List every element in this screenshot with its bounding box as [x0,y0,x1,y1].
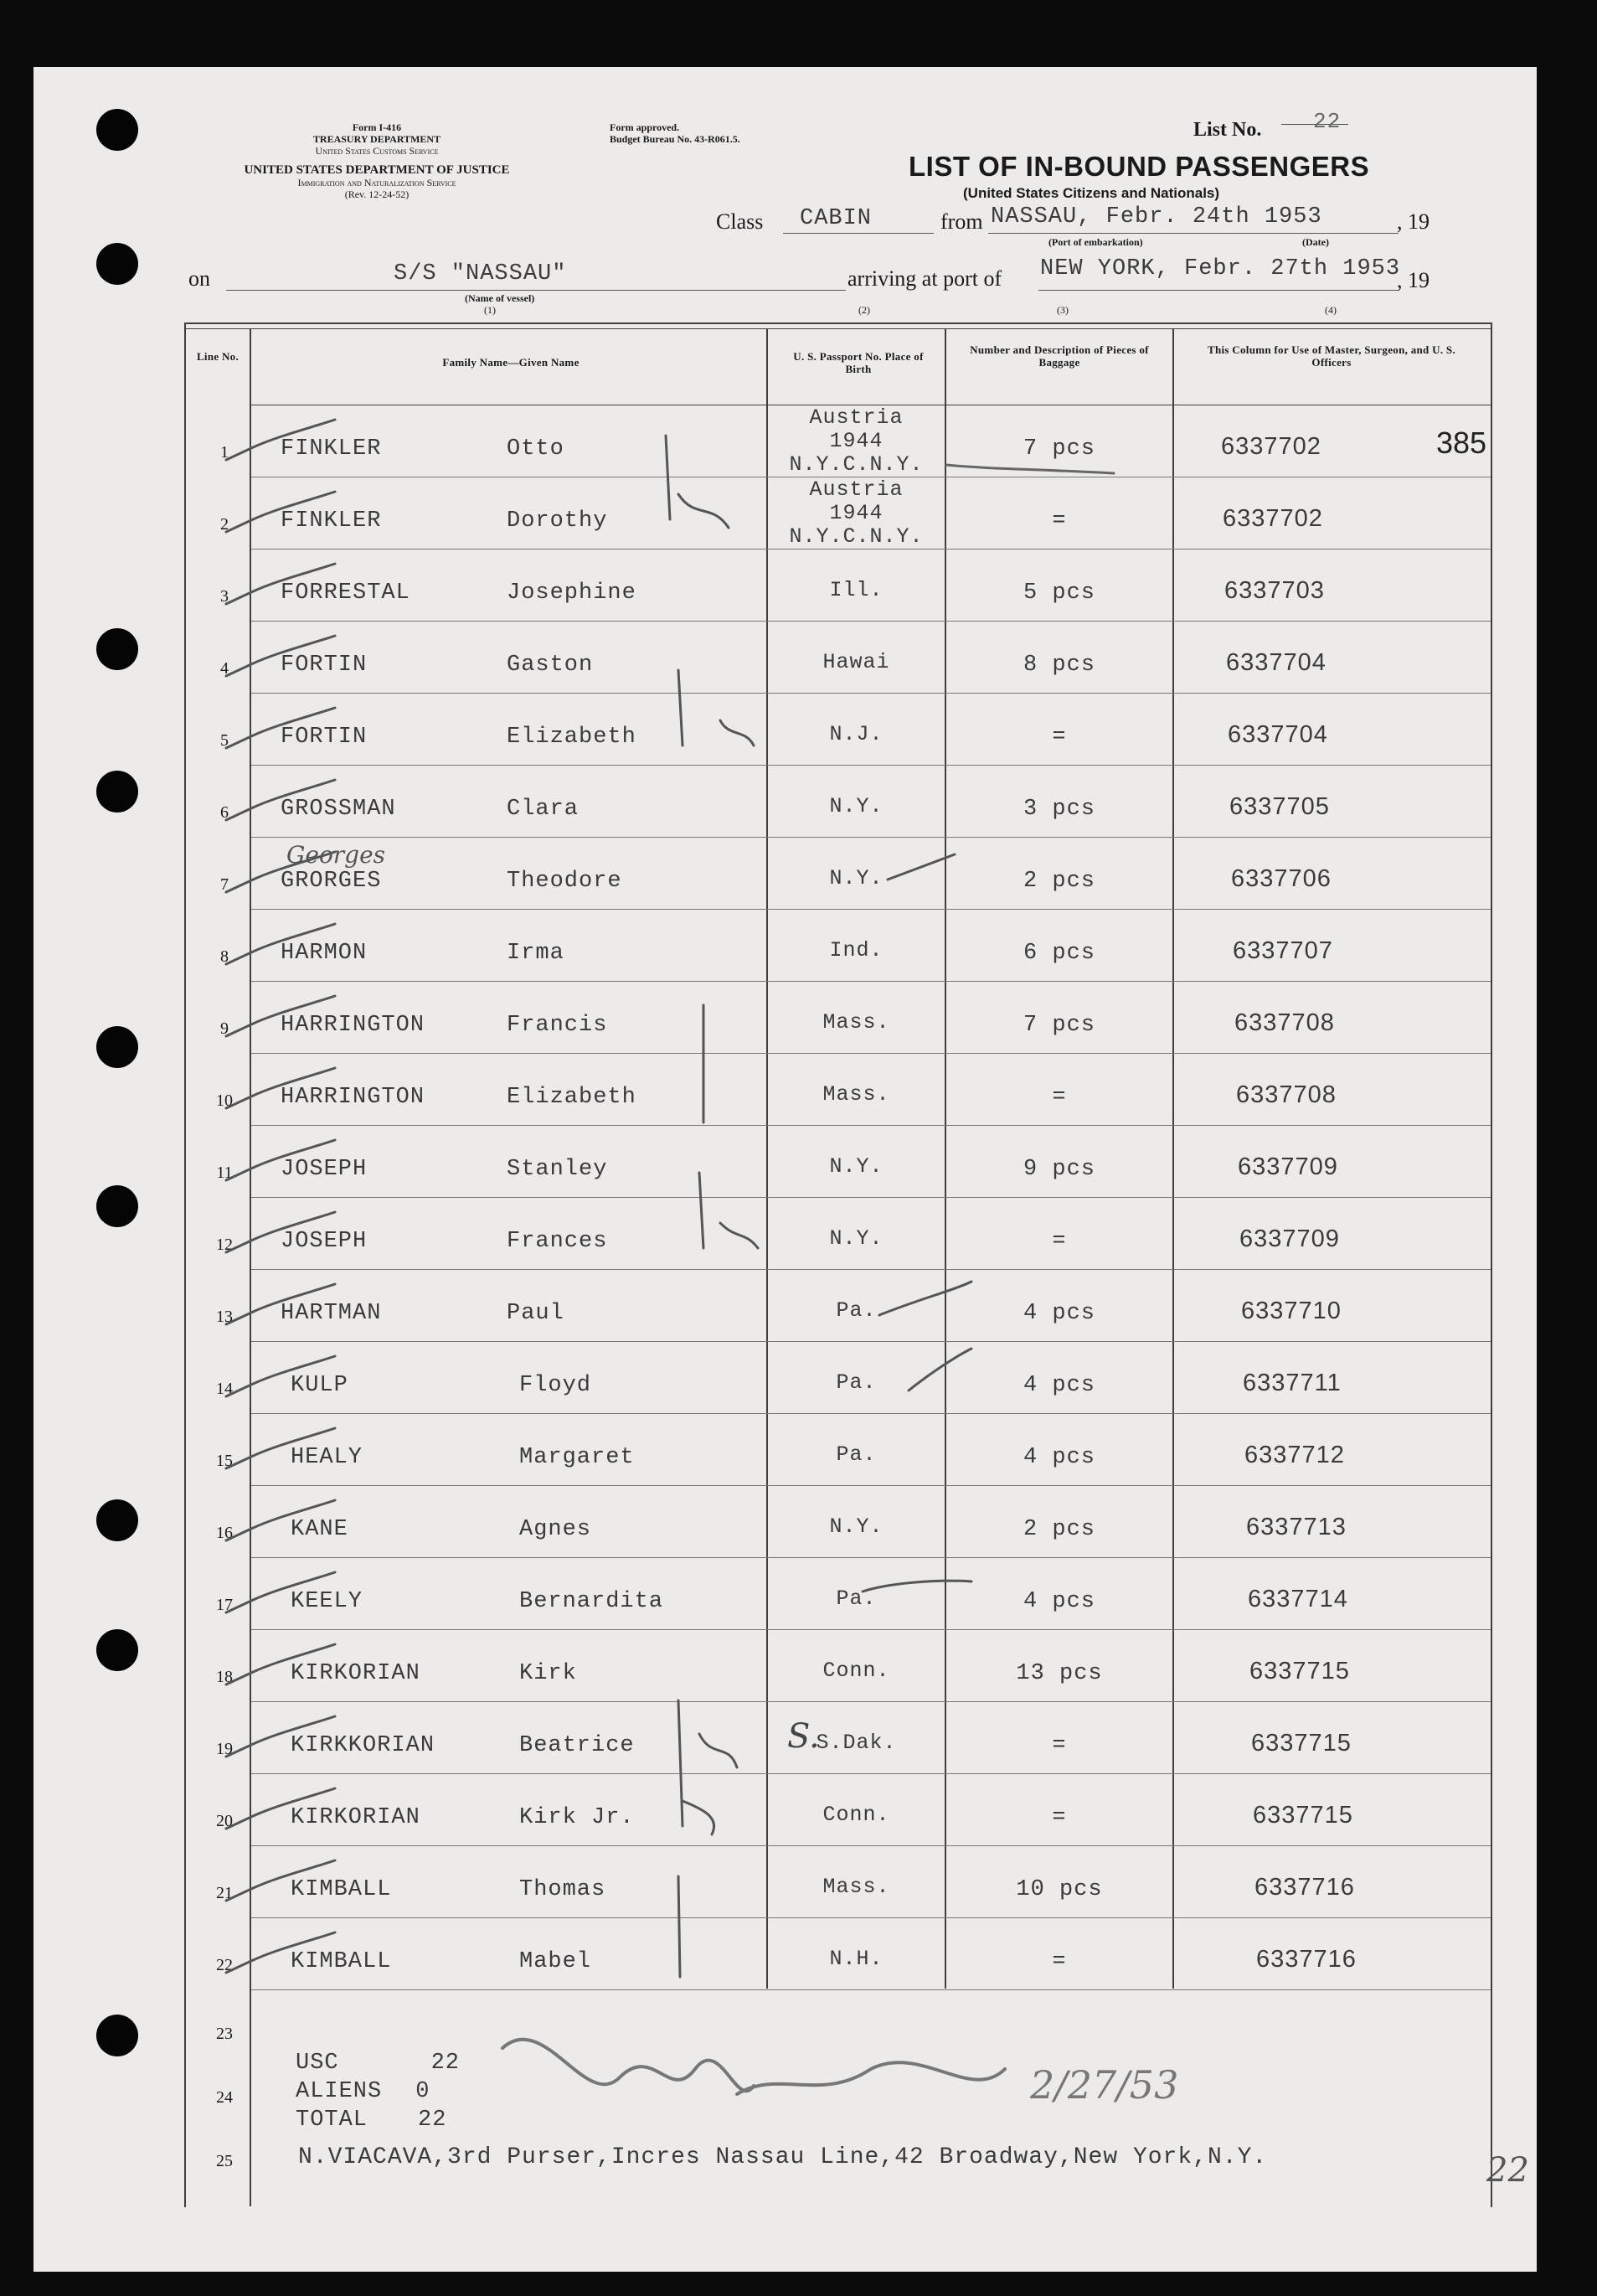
place-of-birth: Mass. [822,1010,890,1034]
family-name: HEALY [291,1445,363,1470]
arriving-label: arriving at port of [847,266,1002,291]
line-number: 25 [216,2152,233,2170]
officer-code: 6337705 [1229,793,1330,820]
family-name: GROSSMAN [281,797,396,822]
family-name: HARRINGTON [281,1013,425,1038]
line-number: 2 [220,515,229,534]
row-rule [251,621,1491,622]
place-of-birth: Austria 1944 N.Y.C.N.Y. [789,405,924,477]
totals-block [296,2049,460,2134]
officer-code: 6337702 [1221,433,1321,460]
baggage-count: 4 pcs [1023,1373,1095,1398]
passport-col-divider [945,328,946,1989]
given-name: Bernardita [519,1589,664,1614]
family-name: KIRKKORIAN [291,1733,435,1758]
col-header-baggage: Number and Description of Pieces of Baggage [970,343,1149,369]
purser-signature-line: N.VIACAVA,3rd Purser,Incres Nassau Line,42 Broadway,New York,N.Y. [298,2144,1268,2170]
family-name: FORTIN [281,725,368,750]
arrival-year-suffix: , 19 [1397,268,1430,292]
baggage-count: = [1052,1733,1067,1758]
line-number: 7 [220,875,229,894]
line-number: 15 [216,1452,233,1470]
page-title: LIST OF IN-BOUND PASSENGERS [909,151,1370,182]
officer-code: 6337709 [1239,1225,1340,1252]
place-of-birth: Ind. [829,938,884,962]
given-name: Agnes [519,1517,592,1542]
officer-code: 6337715 [1249,1658,1350,1685]
place-of-birth: S.Dak. [816,1731,897,1755]
baggage-count: = [1052,1805,1067,1830]
given-name: Thomas [519,1877,606,1902]
place-of-birth: Conn. [822,1803,890,1827]
col-header-officers: This Column for Use of Master, Surgeon, and U. S. Officers [1207,343,1456,369]
row-rule [251,1845,1491,1846]
class-label: Class [716,209,764,234]
from-label: from [940,209,983,234]
given-name: Irma [507,941,564,966]
name-col-divider [766,328,768,1989]
class-underline [783,233,934,234]
date-caption: (Date) [1302,236,1329,248]
line-number: 12 [216,1236,233,1254]
family-name: FINKLER [281,508,382,534]
officer-code: 6337708 [1234,1009,1335,1036]
officer-code: 6337710 [1241,1298,1342,1324]
baggage-count: 4 pcs [1023,1445,1095,1470]
officer-code: 6337708 [1236,1081,1337,1108]
officer-code: 6337716 [1254,1874,1355,1901]
baggage-count: 2 pcs [1023,1517,1095,1542]
line-number: 8 [220,947,229,966]
officer-code: 6337706 [1231,865,1332,892]
row-rule [251,1917,1491,1918]
family-name: JOSEPH [281,1229,368,1254]
officer-code: 6337703 [1224,577,1325,604]
family-name: HARMON [281,941,368,966]
given-name: Frances [507,1229,608,1254]
row-rule [251,1125,1491,1126]
form-number: Form I-416 [352,121,402,133]
line-number: 18 [216,1668,233,1686]
binder-hole [96,243,138,285]
given-name: Dorothy [507,508,608,534]
total-count: 22 [418,2108,447,2133]
line-col-divider [250,328,251,2206]
family-name: KIRKORIAN [291,1661,420,1686]
family-name: HARTMAN [281,1301,382,1326]
table-right-border [1491,322,1492,2207]
line-number: 14 [216,1380,233,1398]
officer-code: 6337716 [1256,1946,1357,1973]
handwritten-mark-19: S. [787,1717,820,1756]
baggage-count: = [1052,725,1067,750]
officer-code: 6337711 [1243,1370,1342,1396]
line-number: 19 [216,1740,233,1758]
usc-label: USC [296,2051,339,2076]
binder-hole [96,109,138,151]
embarkation-port-date: NASSAU, Febr. 24th 1953 [991,204,1322,230]
class-value: CABIN [800,206,873,231]
given-name: Theodore [507,869,622,894]
row-rule [251,1197,1491,1198]
row-rule [251,765,1491,766]
given-name: Otto [507,436,564,462]
row-rule [251,1629,1491,1630]
baggage-count: = [1052,508,1067,534]
place-of-birth: Pa. [836,1442,877,1467]
family-name: FORTIN [281,653,368,678]
from-underline [988,233,1399,234]
from-year-suffix: , 19 [1397,209,1430,234]
place-of-birth: Hawai [822,650,890,674]
arrival-underline [1038,290,1399,291]
baggage-count: 4 pcs [1023,1301,1095,1326]
line-number: 10 [216,1091,233,1110]
officer-code: 6337714 [1248,1586,1348,1612]
family-name: GRORGES [281,869,382,894]
line-number: 16 [216,1524,233,1542]
treasury-dept: TREASURY DEPARTMENT [312,133,441,145]
given-name: Stanley [507,1157,608,1182]
row-rule [251,1269,1491,1270]
given-name: Margaret [519,1445,635,1470]
place-of-birth: N.Y. [829,1226,884,1251]
baggage-count: 13 pcs [1016,1661,1103,1686]
place-of-birth: N.Y. [829,794,884,818]
baggage-count: 5 pcs [1023,580,1095,606]
officer-code: 6337713 [1246,1514,1347,1540]
line-number: 1 [220,443,229,462]
given-name: Beatrice [519,1733,635,1758]
arrival-port-date: NEW YORK, Febr. 27th 1953 [1040,256,1401,281]
line-number: 5 [220,731,229,750]
family-name: KIMBALL [291,1877,392,1902]
col-header-passport: U. S. Passport No. Place of Birth [793,350,924,375]
handwritten-signature-date: 2/27/53 [1030,2062,1179,2108]
given-name: Paul [507,1301,564,1326]
line-number: 17 [216,1596,233,1614]
baggage-count: = [1052,1229,1067,1254]
table-left-border [184,322,186,2207]
place-of-birth: N.J. [829,722,884,746]
baggage-count: 2 pcs [1023,869,1095,894]
officer-code: 6337715 [1251,1730,1352,1757]
line-number: 20 [216,1812,233,1830]
officer-code: 6337702 [1223,505,1323,532]
place-of-birth: Pa. [836,1587,877,1611]
place-of-birth: N.Y. [829,1514,884,1539]
vessel-underline [226,290,846,291]
line-number: 9 [220,1019,229,1038]
aliens-label: ALIENS [296,2079,383,2104]
form-approved: Form approved. [610,121,680,133]
binder-hole [96,1629,138,1671]
aliens-count: 0 [415,2079,430,2104]
line-number: 22 [216,1956,233,1974]
officer-code: 6337715 [1253,1802,1353,1829]
given-name: Kirk Jr. [519,1805,635,1830]
row-rule [251,837,1491,838]
baggage-count: 7 pcs [1023,436,1095,462]
family-name: FORRESTAL [281,580,410,606]
line-number: 24 [216,2088,233,2107]
place-of-birth: Pa. [836,1370,877,1395]
baggage-count: 9 pcs [1023,1157,1095,1182]
given-name: Elizabeth [507,1085,636,1110]
col-marker-1: (1) [484,304,496,316]
binder-hole [96,628,138,670]
line-number: 23 [216,2025,233,2043]
family-name: HARRINGTON [281,1085,425,1110]
given-name: Gaston [507,653,594,678]
baggage-count: 8 pcs [1023,653,1095,678]
officer-code: 6337704 [1228,721,1328,748]
col-marker-4: (4) [1325,304,1337,316]
baggage-count: 4 pcs [1023,1589,1095,1614]
handwritten-corner-number: 22 [1486,2151,1529,2190]
row-rule [251,1053,1491,1054]
row-rule [251,693,1491,694]
vessel-name: S/S "NASSAU" [394,261,567,286]
given-name: Floyd [519,1373,592,1398]
place-of-birth: Pa. [836,1298,877,1323]
family-name: FINKLER [281,436,382,462]
budget-bureau: Budget Bureau No. 43-R061.5. [610,133,740,145]
on-label: on [188,266,210,291]
row-rule [251,1557,1491,1558]
officer-code: 6337709 [1238,1153,1338,1180]
list-no-label: List No. [1193,119,1262,141]
officer-code: 6337712 [1244,1442,1345,1468]
table-top-rule [184,322,1492,324]
col-marker-3: (3) [1057,304,1069,316]
table-top-rule-2 [184,328,1492,329]
officer-code: 6337707 [1233,937,1333,964]
binder-hole [96,771,138,813]
baggage-count: 3 pcs [1023,797,1095,822]
family-name: KULP [291,1373,348,1398]
place-of-birth: Mass. [822,1875,890,1899]
line-number: 6 [220,803,229,822]
handwritten-correction-7: Georges [286,841,386,869]
family-name: JOSEPH [281,1157,368,1182]
page-subtitle: (United States Citizens and Nationals) [963,185,1220,201]
family-name: KIMBALL [291,1949,392,1974]
place-of-birth: N.Y. [829,1154,884,1179]
total-label: TOTAL [296,2108,368,2133]
line-number: 21 [216,1884,233,1902]
justice-dept: UNITED STATES DEPARTMENT OF JUSTICE [244,163,510,177]
family-name: KEELY [291,1589,363,1614]
row-rule [251,1413,1491,1414]
baggage-count: 6 pcs [1023,941,1095,966]
line-number: 11 [216,1163,233,1182]
line-number: 3 [220,587,229,606]
list-number: 22 [1313,109,1342,134]
port-caption: (Port of embarkation) [1048,236,1143,248]
given-name: Elizabeth [507,725,636,750]
line-number: 4 [220,659,229,678]
given-name: Clara [507,797,580,822]
given-name: Francis [507,1013,608,1038]
customs-service: United States Customs Service [315,145,439,157]
binder-hole [96,1026,138,1068]
officer-code: 6337704 [1226,649,1327,676]
family-name: KIRKORIAN [291,1805,420,1830]
baggage-count: 7 pcs [1023,1013,1095,1038]
ins-service: Immigration and Naturalization Service [297,177,456,188]
place-of-birth: N.H. [829,1947,884,1971]
line-number: 13 [216,1308,233,1326]
place-of-birth: Conn. [822,1659,890,1683]
place-of-birth: N.Y. [829,866,884,890]
given-name: Mabel [519,1949,592,1974]
row-rule [251,981,1491,982]
row-rule [251,1701,1491,1702]
row-rule [251,1485,1491,1486]
baggage-count: = [1052,1085,1067,1110]
usc-count: 22 [430,2051,461,2076]
row-rule [251,909,1491,910]
given-name: Kirk [519,1661,577,1686]
place-of-birth: Austria 1944 N.Y.C.N.Y. [789,477,924,549]
form-revision: (Rev. 12-24-52) [344,188,410,200]
family-name: KANE [291,1517,348,1542]
baggage-count: = [1052,1949,1067,1974]
binder-hole [96,1185,138,1227]
vessel-caption: (Name of vessel) [465,292,535,304]
col-marker-2: (2) [858,304,870,316]
col-header-line: Line No. [196,350,240,363]
place-of-birth: Mass. [822,1082,890,1107]
binder-hole [96,2015,138,2056]
place-of-birth: Ill. [829,578,884,602]
given-name: Josephine [507,580,636,606]
baggage-count: 10 pcs [1016,1877,1103,1902]
col-header-name: Family Name—Given Name [442,356,580,369]
row-rule [251,1989,1491,1990]
form-id-block [159,121,595,200]
row-rule [251,1773,1491,1774]
row-rule [251,1341,1491,1342]
baggage-col-divider [1172,328,1174,1989]
stamp-number: 385 [1436,426,1487,460]
binder-hole [96,1499,138,1541]
